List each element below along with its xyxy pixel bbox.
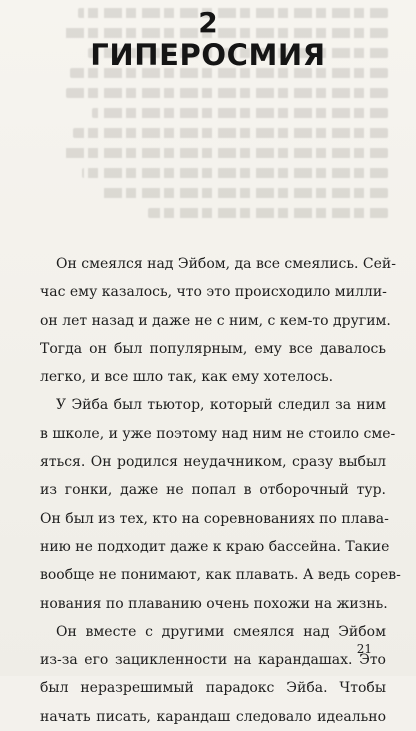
text-line: он лет назад и даже не с ним, с кем-то другим. (40, 312, 391, 329)
text-line: Тогда он был популярным, ему все давалось (40, 340, 386, 357)
paragraph (40, 618, 386, 731)
text-line: вообще не понимают, как плавать. А ведь сорев- (40, 567, 401, 584)
text-line: Он был из тех, кто на соревнованиях по плава- (40, 510, 389, 527)
text-line: из гонки, даже не попал в отборочный тур. (40, 482, 386, 499)
page-number: 21 (356, 642, 372, 656)
paragraph (40, 391, 401, 617)
text-line: из-за его зацикленности на карандашах. Это (40, 652, 386, 669)
chapter-number: 2 (198, 6, 218, 39)
text-line: У Эйба был тьютор, который следил за ним (56, 397, 386, 414)
body-text (40, 250, 401, 731)
text-line: в школе, и уже поэтому над ним не стоило сме- (40, 425, 396, 442)
text-line: яться. Он родился неудачником, сразу выбыл (40, 454, 386, 471)
text-line: Он смеялся над Эйбом, да все смеялись. Сей- (56, 256, 396, 272)
text-line: легко, и все шло так, как ему хотелось. (40, 369, 334, 386)
text-line: был неразрешимый парадокс Эйба. Чтобы (40, 680, 386, 697)
paragraph (40, 250, 396, 391)
chapter-title: ГИПЕРОСМИЯ (90, 38, 326, 72)
text-line: нования по плаванию очень похожи на жизнь. (40, 595, 388, 612)
text-line: нию не подходит даже к краю бассейна. Такие (40, 538, 390, 555)
text-line: начать писать, карандаш следовало идеально (40, 708, 386, 725)
text-line: час ему казалось, что это происходило милли- (40, 284, 387, 301)
text-line: Он вместе с другими смеялся над Эйбом (56, 623, 386, 640)
